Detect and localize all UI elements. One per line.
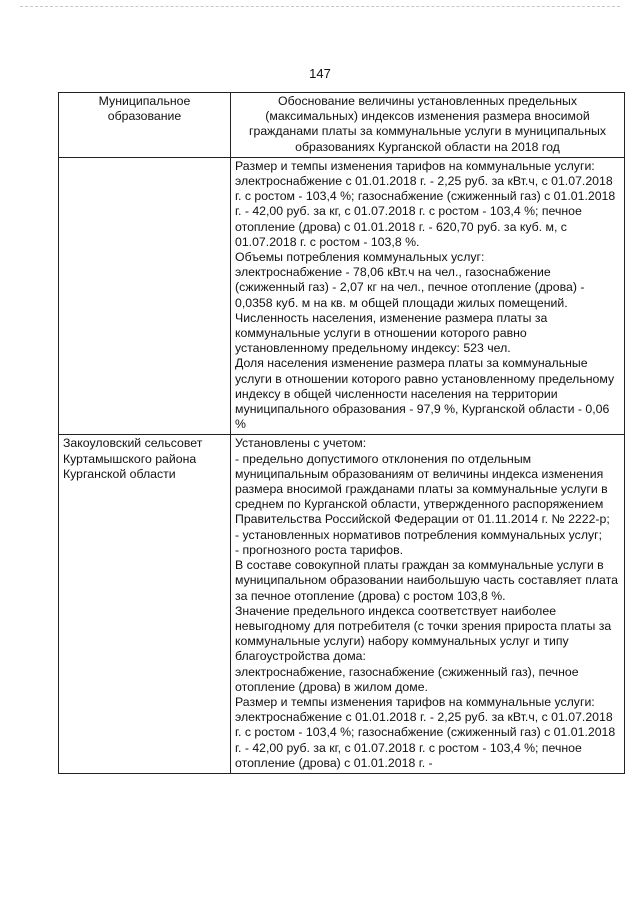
page-number: 147: [309, 66, 331, 81]
basis-forecast: - прогнозного роста тарифов.: [235, 542, 404, 557]
basis-heading: Установлены с учетом:: [235, 436, 367, 451]
largest-share-note: В составе совокупной платы граждан за коммунальные услуги в муниципальном образовании наибольшую часть составляет плата за печное отопление (дрова) с ростом 103,8 %.: [235, 558, 618, 603]
row1-justification-cell: [231, 157, 625, 435]
table-row: [59, 157, 625, 435]
row1-municipality-cell: [59, 157, 231, 435]
basis-deviation: - предельно допустимого отклонения по отдельным муниципальным образованиям от величины индекса изменения размера вносимой гражданами платы за коммунальные услуги в среднем по Курганской области, утвержденного распоряжением Правительства Российской Федерации от 01.11.2014 г. № 2222-р;: [235, 451, 610, 527]
row2-municipality: Закоуловский сельсовет Куртамышского района Курганской области: [63, 436, 203, 481]
row2-municipality-cell: [59, 435, 231, 773]
row2-justification-cell: [231, 435, 625, 773]
consumption-heading: Объемы потребления коммунальных услуг:: [235, 250, 485, 265]
basis-norms: - установленных нормативов потребления коммунальных услуг;: [235, 527, 603, 542]
tariff-heading: Размер и темпы изменения тарифов на коммунальные услуги:: [235, 694, 595, 709]
population-share: Доля населения изменение размера платы за коммунальные услуги в отношении которого равно установленному предельному индексу в общей численности населения на территории муниципального образования - 97,9 %, Курганской области - 0,06 %: [235, 356, 615, 432]
tariff-values: электроснабжение с 01.01.2018 г. - 2,25 руб. за кВт.ч, с 01.07.2018 г. с ростом - 103,4 %; газоснабжение (сжиженный газ) с 01.01.2018 г. - 42,00 руб. за кг, с 01.07.2018 г. с ростом - 103,4 %; печное отопление (дрова) с 01.01.2018 г. -: [235, 710, 616, 770]
consumption-values: электроснабжение - 78,06 кВт.ч на чел., газоснабжение (сжиженный газ) - 2,07 кг на чел., печное отопление (дрова) - 0,0358 куб. м на кв. м общей площади жилых помещений.: [235, 265, 585, 310]
header-municipality: Муниципальное образование: [59, 93, 231, 158]
tariff-values: электроснабжение с 01.01.2018 г. - 2,25 руб. за кВт.ч, с 01.07.2018 г. с ростом - 103,4 %; газоснабжение (сжиженный газ) с 01.01.2018 г. - 42,00 руб. за кг, с 01.07.2018 г. с ростом - 103,4 %; печное отопление (дрова) с 01.01.2018 г. - 620,70 руб. за куб. м, с 01.07.2018 г. с ростом - 103,8 %.: [235, 174, 616, 249]
index-value-note: Значение предельного индекса соответствует наиболее невыгодному для потребителя (с точки зрения прироста платы за коммунальные услуги) набору коммунальных услуг и типу благоустройства дома:: [235, 603, 612, 664]
population-count: Численность населения, изменение размера платы за коммунальные услуги в отношении которого равно установленному предельному индексу: 523 чел.: [235, 310, 548, 356]
table-header-row: [59, 93, 625, 158]
tariff-justification-table: [58, 92, 625, 774]
tariff-heading: Размер и темпы изменения тарифов на коммунальные услуги:: [235, 158, 595, 173]
scan-edge-artifact: [20, 6, 620, 7]
services-set: электроснабжение, газоснабжение (сжиженный газ), печное отопление (дрова) в жилом доме.: [235, 664, 579, 694]
header-justification: Обоснование величины установленных предельных (максимальных) индексов изменения размера вносимой гражданами платы за коммунальные услуги в муниципальных образованиях Курганской области на 2018 год: [231, 93, 625, 158]
table-row: [59, 435, 625, 773]
